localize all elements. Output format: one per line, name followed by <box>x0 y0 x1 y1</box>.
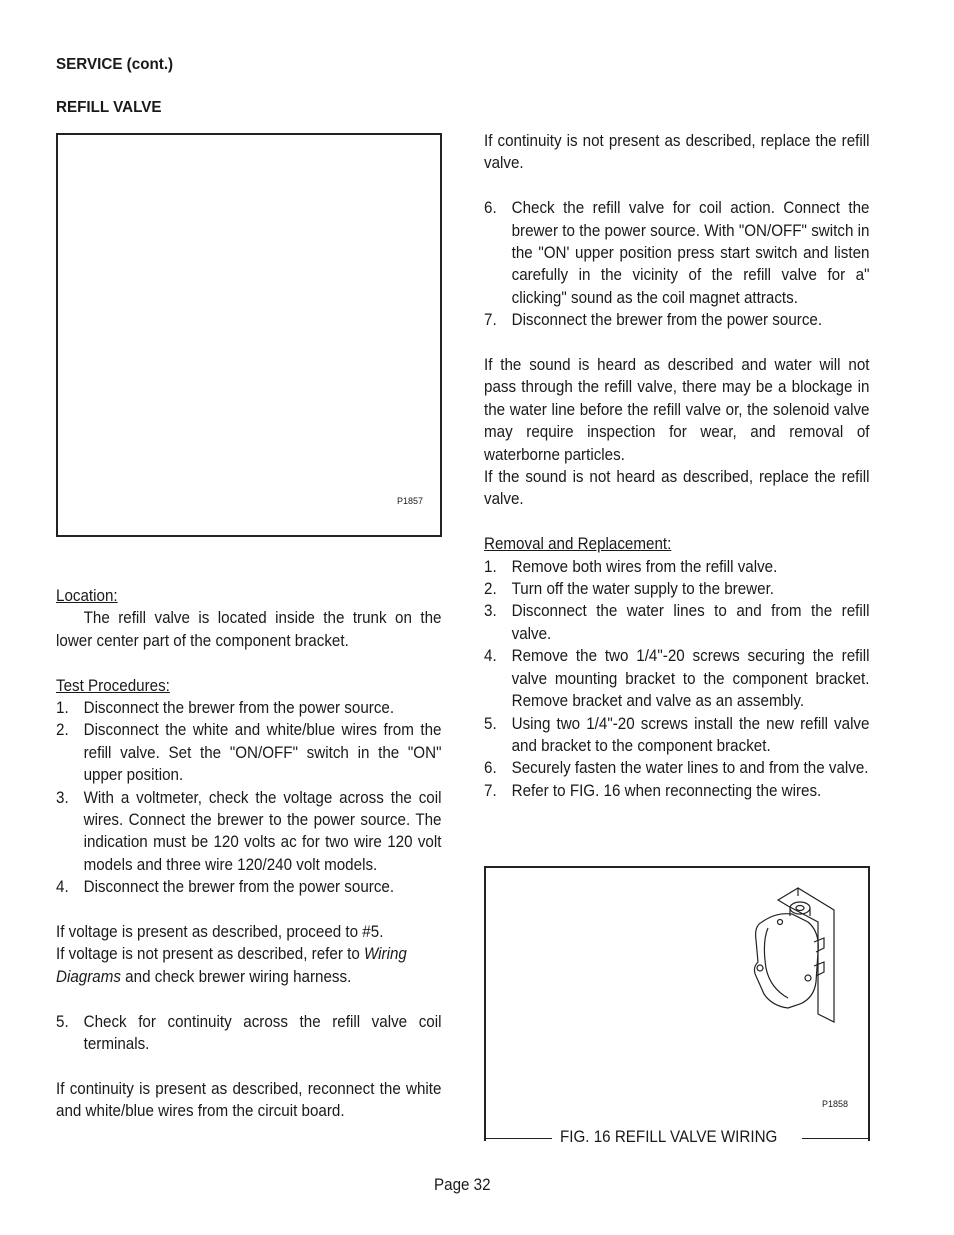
list-item: 7. Disconnect the brewer from the power source. <box>484 311 823 330</box>
left-column <box>56 585 441 1123</box>
figure-caption: FIG. 16 REFILL VALVE WIRING <box>560 1128 778 1146</box>
list-item: 3. With a voltmeter, check the voltage across the coil wires. Connect the brewer to the power source. The indication must be 120 volts ac for two wire 120 volt models and three wire 120/240 volt models. <box>56 788 442 874</box>
continuity-present-text: If continuity is present as described, reconnect the white and white/blue wires from the circuit board. <box>56 1079 442 1121</box>
sound-not-heard-text: If the sound is not heard as described, replace the refill valve. <box>484 468 870 509</box>
page-title: REFILL VALVE <box>56 99 162 116</box>
removal-steps-list <box>484 556 869 802</box>
test-procedures-heading: Test Procedures: <box>56 676 170 695</box>
figure-code: P1857 <box>397 496 424 506</box>
caption-rule-right <box>802 1138 870 1139</box>
wiring-diagrams-reference: Wiring Diagrams <box>56 945 407 986</box>
refill-valve-drawing <box>748 882 858 1032</box>
figure-refill-valve-location <box>56 133 442 537</box>
list-item: 5. Check for continuity across the refill valve coil terminals. <box>56 1012 442 1054</box>
list-item: 2. Turn off the water supply to the brewer. <box>484 580 775 599</box>
list-item: 3. Disconnect the water lines to and from the refill valve. <box>484 602 870 643</box>
test-steps-list <box>56 697 441 899</box>
list-item: 5. Using two 1/4"-20 screws install the new refill valve and bracket to the component bracket. <box>484 714 870 755</box>
list-item: 6. Check the refill valve for coil action. Connect the brewer to the power source. With "ON/OFF" switch in the "ON' upper position press start switch and listen carefully in the vicinity of the refill valve for a" clicking" sound as the coil magnet attracts. <box>484 199 870 307</box>
list-item: 7. Refer to FIG. 16 when reconnecting the wires. <box>484 781 822 800</box>
voltage-present-text: If voltage is present as described, proceed to #5. <box>56 923 384 942</box>
list-item: 6. Securely fasten the water lines to and from the valve. <box>484 759 869 778</box>
right-column <box>484 130 869 802</box>
sound-heard-text: If the sound is heard as described and water will not pass through the refill valve, there may be a blockage in the water line before the refill valve or, the solenoid valve may require inspection for wear, and removal of waterborne particles. <box>484 356 870 464</box>
figure-refill-valve-wiring <box>484 866 870 1141</box>
list-item: 4. Remove the two 1/4"-20 screws securing the refill valve mounting bracket to the component bracket. Remove bracket and valve as an assembly. <box>484 647 870 711</box>
list-item: 2. Disconnect the white and white/blue wires from the refill valve. Set the "ON/OFF" switch in the "ON" upper position. <box>56 721 442 785</box>
continuity-absent-text: If continuity is not present as described, replace the refill valve. <box>484 132 870 173</box>
coil-steps-list <box>484 197 869 331</box>
voltage-absent-text: If voltage is not present as described, refer to Wiring Diagrams and check brewer wiring harness. <box>56 945 407 986</box>
page-number: Page 32 <box>434 1176 491 1194</box>
section-heading: SERVICE (cont.) <box>56 56 174 73</box>
removal-heading: Removal and Replacement: <box>484 535 672 554</box>
caption-rule-left <box>484 1138 552 1139</box>
list-item: 4. Disconnect the brewer from the power source. <box>56 878 395 897</box>
location-text: The refill valve is located inside the trunk on the lower center part of the component bracket. <box>56 609 442 650</box>
location-heading: Location: <box>56 587 118 605</box>
figure-code: P1858 <box>822 1099 849 1109</box>
step-5-list <box>56 1011 441 1056</box>
figure-caption-row <box>484 1126 870 1150</box>
list-item: 1. Remove both wires from the refill valve. <box>484 557 778 576</box>
list-item: 1. Disconnect the brewer from the power source. <box>56 699 395 718</box>
